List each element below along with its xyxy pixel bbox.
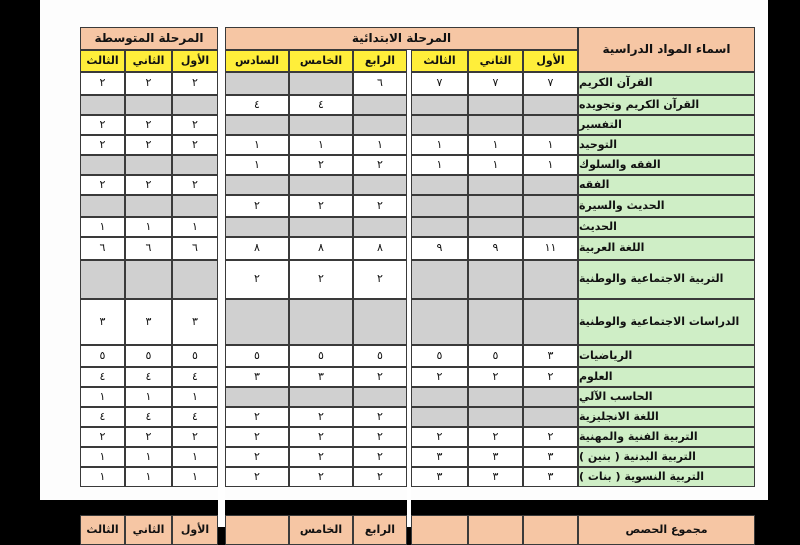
period-count-cell: ١: [523, 155, 578, 175]
period-count-cell: ٢: [125, 427, 172, 447]
period-count-cell: ٣: [225, 367, 289, 387]
subject-name: الدراسات الاجتماعية والوطنية: [578, 299, 755, 345]
period-count-cell: ٢: [172, 115, 218, 135]
period-count-cell: ٥: [80, 345, 125, 367]
period-count-cell: ٢: [353, 427, 407, 447]
period-count-cell: ٢: [172, 175, 218, 195]
period-count-cell: [289, 72, 353, 95]
period-count-cell: ١: [225, 135, 289, 155]
period-count-cell: [523, 299, 578, 345]
subject-name: التربية الاجتماعية والوطنية: [578, 260, 755, 299]
period-count-cell: ١: [80, 467, 125, 487]
total-periods-cell: الثالث: [80, 515, 125, 545]
period-count-cell: ٢: [289, 407, 353, 427]
period-count-cell: [523, 175, 578, 195]
period-count-cell: ٢: [289, 195, 353, 217]
period-count-cell: [353, 299, 407, 345]
period-count-cell: [289, 387, 353, 407]
period-count-cell: ٢: [468, 367, 523, 387]
period-count-cell: [125, 260, 172, 299]
period-count-cell: ١: [80, 387, 125, 407]
subject-name: الرياضيات: [578, 345, 755, 367]
period-count-cell: ٩: [411, 237, 468, 260]
period-count-cell: ٢: [353, 407, 407, 427]
period-count-cell: ٢: [80, 72, 125, 95]
period-count-cell: [125, 155, 172, 175]
period-count-cell: ٢: [225, 447, 289, 467]
period-count-cell: [411, 387, 468, 407]
period-count-cell: ٤: [289, 95, 353, 115]
grade-header: الأول: [172, 50, 218, 72]
period-count-cell: ١: [172, 217, 218, 237]
period-count-cell: ٢: [225, 467, 289, 487]
period-count-cell: ٢: [125, 115, 172, 135]
subject-name: الحاسب الآلي: [578, 387, 755, 407]
subject-name: التوحيد: [578, 135, 755, 155]
subject-name: الحديث: [578, 217, 755, 237]
subject-name: التربية الفنية والمهنية: [578, 427, 755, 447]
period-count-cell: ٤: [172, 407, 218, 427]
grade-header: الثاني: [468, 50, 523, 72]
period-count-cell: ١: [289, 135, 353, 155]
period-count-cell: ٥: [172, 345, 218, 367]
period-count-cell: ١: [468, 135, 523, 155]
period-count-cell: ٣: [468, 467, 523, 487]
period-count-cell: [411, 217, 468, 237]
period-count-cell: [411, 407, 468, 427]
period-count-cell: ٢: [289, 155, 353, 175]
period-count-cell: ٥: [289, 345, 353, 367]
period-count-cell: ٤: [225, 95, 289, 115]
period-count-cell: [411, 175, 468, 195]
period-count-cell: ٢: [80, 175, 125, 195]
period-count-cell: ٢: [225, 407, 289, 427]
period-count-cell: ٢: [411, 427, 468, 447]
period-count-cell: [289, 299, 353, 345]
period-count-cell: [468, 407, 523, 427]
period-count-cell: ٢: [172, 135, 218, 155]
total-periods-cell: الخامس: [289, 515, 353, 545]
subject-name: التربية النسوية ( بنات ): [578, 467, 755, 487]
period-count-cell: ٣: [289, 367, 353, 387]
period-count-cell: ٤: [172, 367, 218, 387]
period-count-cell: [289, 175, 353, 195]
period-count-cell: [225, 299, 289, 345]
period-count-cell: ٩: [468, 237, 523, 260]
total-periods-cell: الرابع: [353, 515, 407, 545]
period-count-cell: ٢: [125, 135, 172, 155]
subjects-title: اسماء المواد الدراسية: [578, 27, 755, 72]
period-count-cell: ٨: [289, 237, 353, 260]
subject-name: اللغة العربية: [578, 237, 755, 260]
period-count-cell: [523, 407, 578, 427]
period-count-cell: ٢: [172, 72, 218, 95]
period-count-cell: [523, 195, 578, 217]
period-count-cell: ٦: [353, 72, 407, 95]
period-count-cell: ١: [125, 387, 172, 407]
period-count-cell: ٢: [289, 427, 353, 447]
period-count-cell: ٨: [353, 237, 407, 260]
period-count-cell: ٣: [523, 467, 578, 487]
period-count-cell: ٢: [411, 367, 468, 387]
total-periods-cell: الثاني: [125, 515, 172, 545]
period-count-cell: ٢: [225, 427, 289, 447]
period-count-cell: ٢: [289, 260, 353, 299]
period-count-cell: ١: [468, 155, 523, 175]
period-count-cell: [468, 175, 523, 195]
period-count-cell: [523, 217, 578, 237]
period-count-cell: ١: [125, 217, 172, 237]
total-periods-label: مجموع الحصص: [578, 515, 755, 545]
period-count-cell: ٧: [523, 72, 578, 95]
total-periods-cell: [411, 515, 468, 545]
period-count-cell: ١: [411, 135, 468, 155]
period-count-cell: [225, 217, 289, 237]
period-count-cell: ٦: [125, 237, 172, 260]
grade-header: الأول: [523, 50, 578, 72]
grade-header: الرابع: [353, 50, 407, 72]
period-count-cell: ٨: [225, 237, 289, 260]
period-count-cell: ٢: [172, 427, 218, 447]
period-count-cell: ٢: [468, 427, 523, 447]
period-count-cell: [172, 95, 218, 115]
period-count-cell: [80, 195, 125, 217]
subject-name: الفقه: [578, 175, 755, 195]
period-count-cell: ٥: [125, 345, 172, 367]
period-count-cell: ١: [172, 387, 218, 407]
period-count-cell: [125, 195, 172, 217]
subject-name: التفسير: [578, 115, 755, 135]
period-count-cell: ٢: [353, 195, 407, 217]
period-count-cell: [411, 195, 468, 217]
period-count-cell: ٣: [125, 299, 172, 345]
period-count-cell: ٤: [125, 407, 172, 427]
period-count-cell: ٥: [411, 345, 468, 367]
subject-name: القرآن الكريم: [578, 72, 755, 95]
total-periods-cell: الأول: [172, 515, 218, 545]
period-count-cell: ١: [353, 135, 407, 155]
period-count-cell: ٥: [225, 345, 289, 367]
period-count-cell: ٢: [125, 175, 172, 195]
period-count-cell: ٤: [80, 407, 125, 427]
period-count-cell: [172, 155, 218, 175]
period-count-cell: ١: [80, 447, 125, 467]
period-count-cell: ٦: [80, 237, 125, 260]
period-count-cell: [523, 387, 578, 407]
grade-header: الخامس: [289, 50, 353, 72]
subject-name: الفقه والسلوك: [578, 155, 755, 175]
period-count-cell: [80, 155, 125, 175]
period-count-cell: [353, 95, 407, 115]
period-count-cell: ٢: [80, 427, 125, 447]
subject-name: اللغة الانجليزية: [578, 407, 755, 427]
period-count-cell: [225, 175, 289, 195]
period-count-cell: ٣: [468, 447, 523, 467]
period-count-cell: [353, 217, 407, 237]
period-count-cell: ٢: [523, 427, 578, 447]
period-count-cell: ٢: [353, 447, 407, 467]
period-count-cell: ٢: [80, 135, 125, 155]
period-count-cell: ٢: [353, 155, 407, 175]
period-count-cell: ٣: [523, 447, 578, 467]
period-count-cell: ٧: [468, 72, 523, 95]
period-count-cell: [172, 195, 218, 217]
period-count-cell: ١: [225, 155, 289, 175]
subject-name: التربية البدنية ( بنين ): [578, 447, 755, 467]
period-count-cell: [523, 115, 578, 135]
period-count-cell: [353, 175, 407, 195]
period-count-cell: [80, 95, 125, 115]
period-count-cell: [523, 95, 578, 115]
column-gap: [218, 27, 225, 527]
period-count-cell: ١: [411, 155, 468, 175]
curriculum-table: [80, 27, 755, 536]
period-count-cell: [289, 115, 353, 135]
total-periods-cell: [523, 515, 578, 545]
period-count-cell: ٤: [80, 367, 125, 387]
period-count-cell: [468, 217, 523, 237]
period-count-cell: ٢: [125, 72, 172, 95]
period-count-cell: [468, 115, 523, 135]
period-count-cell: ١١: [523, 237, 578, 260]
period-count-cell: ٢: [353, 367, 407, 387]
period-count-cell: ١: [172, 467, 218, 487]
period-count-cell: ١: [80, 217, 125, 237]
period-count-cell: [172, 260, 218, 299]
period-count-cell: ٣: [172, 299, 218, 345]
period-count-cell: [468, 195, 523, 217]
period-count-cell: ١: [523, 135, 578, 155]
period-count-cell: [468, 260, 523, 299]
period-count-cell: [225, 115, 289, 135]
primary-stage-header: المرحلة الابتدائية: [225, 27, 578, 50]
grade-header: الثاني: [125, 50, 172, 72]
period-count-cell: ٢: [523, 367, 578, 387]
period-count-cell: ٣: [411, 467, 468, 487]
period-count-cell: ٥: [353, 345, 407, 367]
period-count-cell: ٢: [225, 195, 289, 217]
period-count-cell: ٣: [80, 299, 125, 345]
period-count-cell: [353, 387, 407, 407]
period-count-cell: [468, 387, 523, 407]
period-count-cell: [225, 387, 289, 407]
total-periods-cell: [225, 515, 289, 545]
period-count-cell: ١: [125, 447, 172, 467]
period-count-cell: ٥: [468, 345, 523, 367]
grade-header: الثالث: [411, 50, 468, 72]
period-count-cell: ٣: [523, 345, 578, 367]
period-count-cell: [411, 299, 468, 345]
period-count-cell: [353, 115, 407, 135]
period-count-cell: [411, 115, 468, 135]
period-count-cell: ٢: [353, 260, 407, 299]
total-periods-cell: [468, 515, 523, 545]
subject-name: الحديث والسيرة: [578, 195, 755, 217]
period-count-cell: ١: [125, 467, 172, 487]
period-count-cell: ٢: [353, 467, 407, 487]
period-count-cell: ٦: [172, 237, 218, 260]
period-count-cell: ٤: [125, 367, 172, 387]
grade-header: الثالث: [80, 50, 125, 72]
middle-stage-header: المرحلة المتوسطة: [80, 27, 218, 50]
grade-header: السادس: [225, 50, 289, 72]
period-count-cell: ٧: [411, 72, 468, 95]
subject-name: القرآن الكريم وتجويده: [578, 95, 755, 115]
period-count-cell: ٢: [225, 260, 289, 299]
period-count-cell: ٣: [411, 447, 468, 467]
period-count-cell: [411, 95, 468, 115]
period-count-cell: [80, 260, 125, 299]
period-count-cell: ١: [172, 447, 218, 467]
period-count-cell: [225, 72, 289, 95]
period-count-cell: ٢: [289, 467, 353, 487]
period-count-cell: [411, 260, 468, 299]
subject-name: العلوم: [578, 367, 755, 387]
period-count-cell: ٢: [289, 447, 353, 467]
period-count-cell: [289, 217, 353, 237]
document-page: [40, 0, 768, 536]
period-count-cell: [523, 260, 578, 299]
period-count-cell: [468, 95, 523, 115]
period-count-cell: [125, 95, 172, 115]
period-count-cell: ٢: [80, 115, 125, 135]
period-count-cell: [468, 299, 523, 345]
